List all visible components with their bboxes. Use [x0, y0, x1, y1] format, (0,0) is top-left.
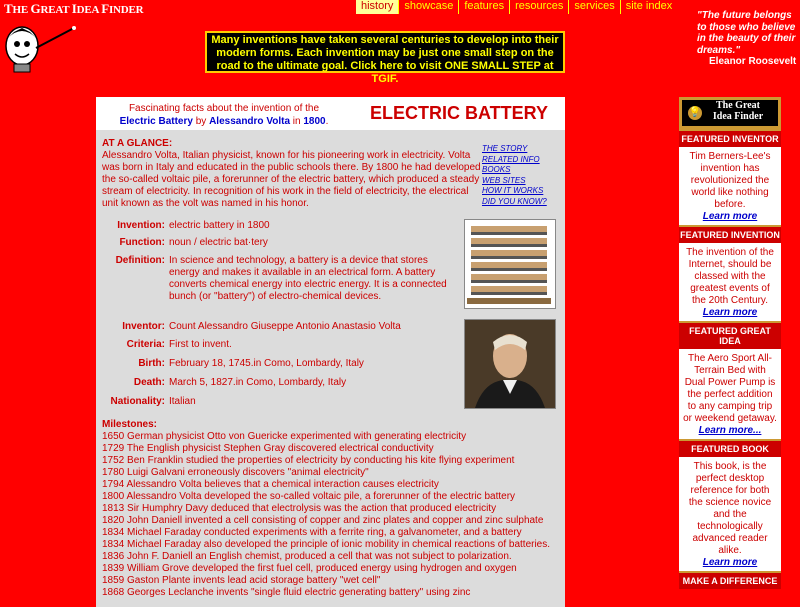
milestone-item: 1794 Alessandro Volta believes that a chemical interaction causes electricity: [102, 479, 439, 490]
featured-invention-heading: FEATURED INVENTION: [679, 225, 781, 243]
subtitle-in: in: [290, 116, 304, 127]
featured-invention-text: The invention of the Internet, should be classed with the greatest events of the 20th Century.: [686, 247, 774, 306]
subtitle-text: Fascinating facts about the invention of the: [128, 103, 320, 114]
logo-letter: I: [71, 1, 77, 16]
quote-author: Eleanor Roosevelt: [709, 56, 797, 67]
fact-value: February 18, 1745.in Como, Lombardy, Italy: [169, 358, 364, 369]
logo-letter: F: [101, 1, 109, 16]
featured-idea-link[interactable]: Learn more...: [698, 425, 762, 436]
pile-layers: [467, 226, 551, 304]
nav-history[interactable]: history: [356, 0, 399, 14]
featured-inventor-heading: FEATURED INVENTOR: [679, 129, 781, 147]
nav-showcase[interactable]: showcase: [399, 0, 459, 14]
featured-invention-link[interactable]: Learn more: [702, 307, 758, 318]
milestone-item: 1752 Ben Franklin studied the properties of electricity by conducting his kite flying experiment: [102, 455, 515, 466]
fact-label: Birth:: [138, 358, 165, 369]
related-link[interactable]: WEB SITES: [482, 175, 526, 185]
milestone-item: 1834 Michael Faraday conducted experiments with a ferrite ring, a galvanometer, and a battery: [102, 527, 522, 538]
fact-label: Definition:: [115, 255, 165, 266]
fact-value: Italian: [169, 396, 196, 407]
fact-value: Count Alessandro Giuseppe Antonio Anastasio Volta: [169, 321, 401, 332]
featured-book-text: This book, is the perfect desktop reference for both the science novice and the technologically advanced reader alike.: [688, 461, 772, 556]
subtitle-invention: Electric Battery: [119, 116, 193, 127]
logo-letter: G: [30, 1, 41, 16]
gif-logo-line1: The Great: [716, 100, 760, 111]
milestone-item: 1813 Sir Humphry Davy deduced that electrolysis was the action that produced electricity: [102, 503, 497, 514]
featured-idea: [679, 349, 781, 439]
nav-services[interactable]: services: [569, 0, 620, 14]
featured-book-link[interactable]: Learn more: [702, 557, 758, 568]
milestone-item: 1820 John Daniell invented a cell consisting of copper and zinc plates and copper and zinc sulphate: [102, 515, 544, 526]
milestones: [102, 419, 562, 599]
site-logo[interactable]: [4, 1, 143, 17]
logo-text: INDER: [108, 4, 144, 16]
sidebar: [679, 97, 781, 589]
top-nav: [356, 0, 677, 14]
fact-value: electric battery in 1800: [169, 220, 270, 231]
related-link[interactable]: RELATED INFO: [482, 154, 540, 164]
quote: [697, 10, 797, 68]
milestone-item: 1836 John F. Daniell an English chemist, produced a cell that was not subject to polarization.: [102, 551, 512, 562]
fact-label: Death:: [133, 377, 165, 388]
featured-inventor-text: Tim Berners-Lee's invention has revolutionized the world like nothing before.: [689, 151, 771, 210]
nav-resources[interactable]: resources: [510, 0, 569, 14]
fact-label: Nationality:: [110, 396, 165, 407]
lightbulb-icon: 💡: [688, 107, 702, 118]
gif-logo-line2: Idea Finder: [712, 111, 764, 122]
milestone-item: 1834 Michael Faraday also developed the principle of ionic mobility in chemical reactions of batteries.: [102, 539, 551, 550]
mascot-lightbulb-icon: [0, 18, 80, 73]
fact-label: Inventor:: [122, 321, 165, 332]
glance-text: Alessandro Volta, Italian physicist, known for his pioneering work in electricity. Volta was born in Italy and educated in the public schools there. By 1800 he had developed the so-called voltaic pile, a forerunner of the electric battery, which produced a steady stream of electricity. In recognition of his work in the field of electricity, the electrical unit known as the volt was named in his honor.: [102, 150, 481, 209]
fact-value: noun / electric bat·tery: [169, 237, 268, 248]
featured-idea-heading: FEATURED GREAT IDEA: [679, 321, 781, 349]
one-small-step-banner[interactable]: Many inventions have taken several centuries to develop into their modern forms. Each invention may be just one small step on the road to the ultimate goal. Click here to visit ONE SMALL STEP at TGIF.: [205, 31, 565, 73]
featured-book: [679, 457, 781, 571]
nav-features[interactable]: features: [459, 0, 510, 14]
related-link[interactable]: DID YOU KNOW?: [482, 196, 547, 206]
make-difference-heading: MAKE A DIFFERENCE: [679, 571, 781, 589]
subtitle: [104, 102, 344, 128]
milestones-list: [102, 431, 562, 599]
featured-inventor: [679, 147, 781, 225]
logo-text: REAT: [40, 4, 72, 16]
milestone-item: 1729 The English physicist Stephen Gray discovered electrical conductivity: [102, 443, 434, 454]
related-link[interactable]: HOW IT WORKS: [482, 186, 544, 195]
featured-idea-text: The Aero Sport All-Terrain Bed with Dual Power Pump is the perfect addition to any camping trip or weekend getaway.: [683, 353, 777, 424]
fact-label: Criteria:: [126, 339, 165, 350]
voltaic-pile-image[interactable]: [464, 219, 556, 309]
milestone-item: 1650 German physicist Otto von Guericke experimented with generating electricity: [102, 431, 467, 442]
nav-site-index[interactable]: site index: [625, 0, 673, 12]
milestone-item: 1780 Luigi Galvani erroneously discovers "animal electricity": [102, 467, 369, 478]
milestone-item: 1800 Alessandro Volta developed the so-called voltaic pile, a forerunner of the electric battery: [102, 491, 516, 502]
fact-label: Invention:: [117, 220, 165, 231]
gif-logo[interactable]: [679, 97, 781, 129]
logo-text: DEA: [76, 4, 102, 16]
page-title: ELECTRIC BATTERY: [370, 103, 548, 123]
fact-label: Function:: [119, 237, 165, 248]
milestones-heading: Milestones:: [102, 419, 158, 430]
logo-text: HE: [12, 4, 31, 16]
milestone-item: 1839 William Grove developed the first fuel cell, produced energy using hydrogen and oxygen: [102, 563, 517, 574]
featured-inventor-link[interactable]: Learn more: [702, 211, 758, 222]
quote-text: "The future belongs to those who believe in the beauty of their dreams.": [697, 10, 796, 56]
milestone-item: 1868 Georges Leclanche invents "single fluid electric generating battery" using zinc: [102, 587, 471, 598]
glance-heading: AT A GLANCE:: [102, 138, 173, 149]
subtitle-inventor: Alessandro Volta: [209, 116, 291, 127]
featured-book-heading: FEATURED BOOK: [679, 439, 781, 457]
related-link[interactable]: THE STORY: [482, 144, 528, 153]
related-link[interactable]: BOOKS: [482, 165, 511, 174]
featured-invention: [679, 243, 781, 321]
fact-value: March 5, 1827.in Como, Lombardy, Italy: [169, 377, 347, 388]
content-header: [96, 97, 565, 130]
related-links: [482, 144, 562, 207]
volta-portrait-image[interactable]: [464, 319, 556, 409]
subtitle-year: 1800: [303, 116, 326, 127]
fact-value: In science and technology, a battery is a device that stores energy and makes it available in an electrical form. A battery converts chemical energy into electric energy. It is a connected bunch (or "battery") of electro-chemical devices.: [169, 255, 447, 302]
milestone-item: 1859 Gaston Plante invents lead acid storage battery "wet cell": [102, 575, 381, 586]
subtitle-by: by: [192, 116, 210, 127]
subtitle-dot: .: [325, 116, 329, 127]
logo-letter: T: [4, 1, 13, 16]
main-content: [96, 97, 565, 607]
fact-value: First to invent.: [169, 339, 232, 350]
